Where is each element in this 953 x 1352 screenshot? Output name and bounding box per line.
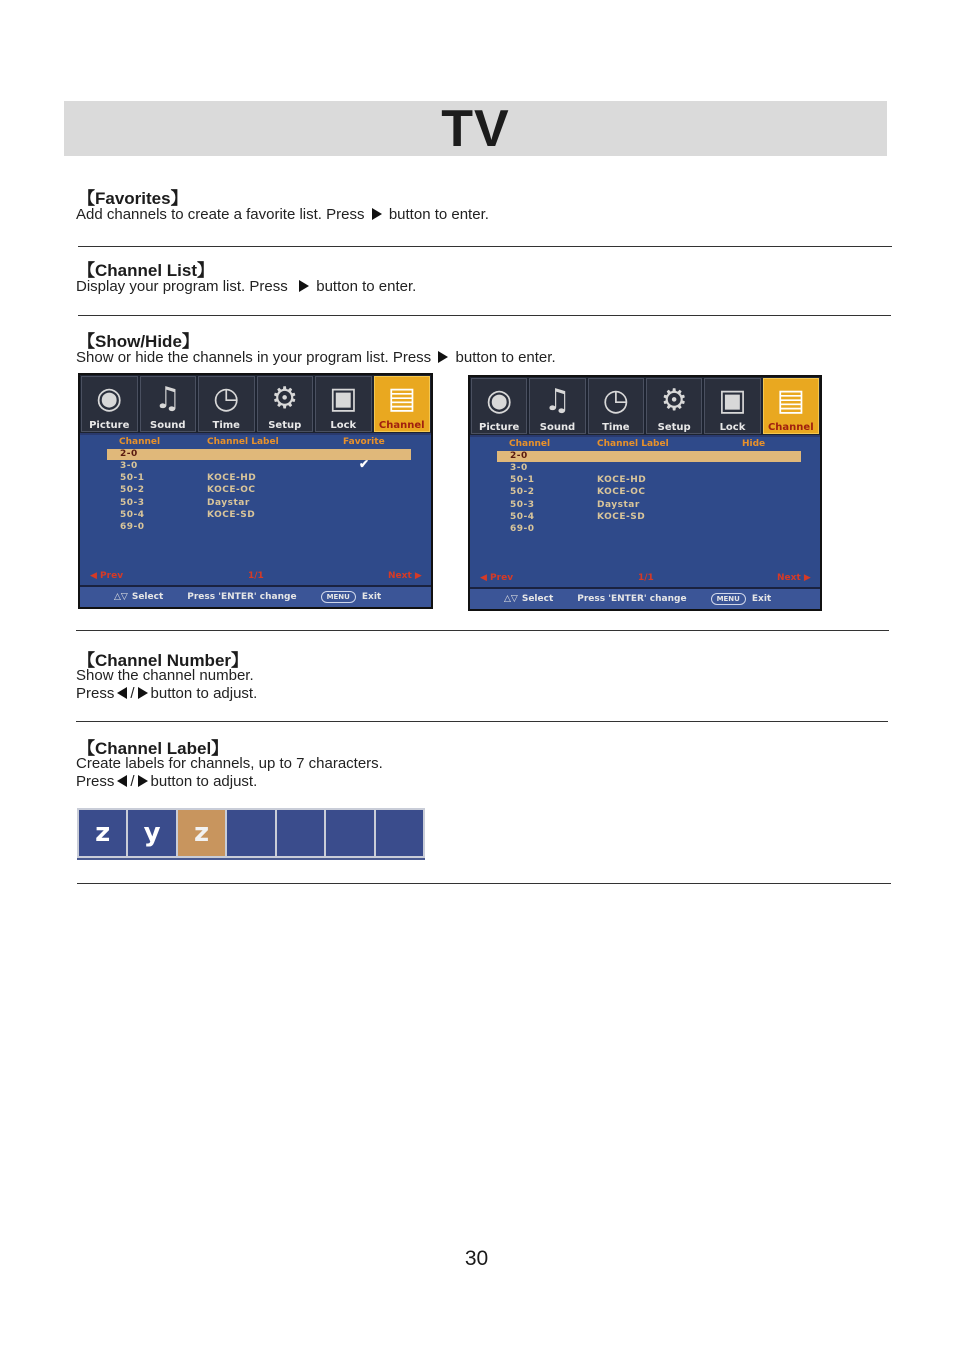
channel-number: 50-3 bbox=[120, 498, 145, 508]
right-arrow-icon bbox=[438, 351, 448, 363]
channel-number: 50-2 bbox=[120, 485, 145, 495]
slash-text: / bbox=[130, 685, 135, 702]
adjust-text: button to adjust. bbox=[150, 685, 258, 702]
right-arrow-icon bbox=[138, 775, 148, 787]
channel-panel bbox=[80, 435, 431, 585]
wrench-icon: ⚙ Setup bbox=[646, 378, 702, 434]
favorites-text bbox=[76, 206, 489, 224]
channel-label-line1: Create labels for channels, up to 7 characters. bbox=[76, 755, 383, 772]
right-arrow-icon bbox=[138, 687, 148, 699]
label-char-box-active: z bbox=[178, 810, 225, 856]
footer-exit: Exit bbox=[361, 592, 382, 602]
channel-number: 2-0 bbox=[120, 449, 138, 459]
footer-enter: Press 'ENTER' change bbox=[577, 594, 687, 604]
menu-icon-bar bbox=[470, 377, 820, 435]
channel-label: KOCE-OC bbox=[597, 487, 646, 497]
camera-icon: ◉ Picture bbox=[471, 378, 527, 434]
channel-label: Daystar bbox=[597, 500, 640, 510]
footer-exit: Exit bbox=[751, 594, 772, 604]
channel-number: 69-0 bbox=[510, 524, 535, 534]
up-down-icon: △▽ bbox=[114, 592, 128, 602]
menu-icon-bar bbox=[80, 375, 431, 433]
footer-enter: Press 'ENTER' change bbox=[187, 592, 297, 602]
right-arrow-icon bbox=[299, 280, 309, 292]
label-char-box bbox=[277, 810, 324, 856]
channel-label-heading: 【Channel Label】 bbox=[78, 739, 229, 758]
channel-number-line2 bbox=[76, 685, 257, 703]
label-char-box bbox=[376, 810, 423, 856]
channel-number: 3-0 bbox=[510, 463, 528, 473]
channel-label: KOCE-HD bbox=[597, 475, 647, 485]
check-icon: ✔ bbox=[359, 457, 370, 471]
channel-label-line2 bbox=[76, 773, 257, 791]
column-header-label: Channel Label bbox=[207, 437, 279, 447]
channel-number: 50-4 bbox=[510, 512, 535, 522]
channel-number-line1: Show the channel number. bbox=[76, 667, 254, 684]
next-page: Next ▶ bbox=[777, 573, 811, 583]
column-header-channel: Channel bbox=[509, 439, 551, 449]
channel-list-heading: 【Channel List】 bbox=[78, 261, 215, 280]
press-text: Press bbox=[76, 773, 115, 790]
channel-list-text bbox=[76, 278, 416, 296]
press-text: Press bbox=[76, 685, 115, 702]
show-hide-text-after: button to enter. bbox=[455, 349, 556, 366]
channel-number: 50-2 bbox=[510, 487, 535, 497]
menu-key-icon: MENU bbox=[321, 591, 356, 603]
next-page: Next ▶ bbox=[388, 571, 422, 581]
left-arrow-icon bbox=[117, 775, 127, 787]
label-char-box: y bbox=[128, 810, 175, 856]
channel-number: 50-1 bbox=[120, 473, 145, 483]
tv-menu-hide-screenshot bbox=[468, 375, 822, 611]
channel-label: KOCE-SD bbox=[207, 510, 256, 520]
channel-number: 3-0 bbox=[120, 461, 138, 471]
menu-footer bbox=[80, 585, 431, 607]
page-indicator: 1/1 bbox=[638, 573, 654, 583]
channel-label-editor bbox=[77, 808, 425, 860]
music-note-icon: ♫ Sound bbox=[140, 376, 197, 432]
tv-menu-favorite-screenshot bbox=[78, 373, 433, 609]
channel-number: 69-0 bbox=[120, 522, 145, 532]
title-bar bbox=[64, 101, 887, 156]
music-note-icon: ♫ Sound bbox=[529, 378, 585, 434]
column-header-channel: Channel bbox=[119, 437, 161, 447]
channel-list-text-after: button to enter. bbox=[316, 278, 417, 295]
menu-footer bbox=[470, 587, 820, 609]
satellite-dish-icon: ▤ Channel bbox=[374, 376, 431, 432]
page-indicator: 1/1 bbox=[248, 571, 264, 581]
satellite-dish-icon: ▤ Channel bbox=[763, 378, 819, 434]
label-char-box: z bbox=[79, 810, 126, 856]
divider bbox=[78, 315, 891, 316]
channel-label: KOCE-SD bbox=[597, 512, 646, 522]
slash-text: / bbox=[130, 773, 135, 790]
divider bbox=[76, 630, 889, 631]
up-down-icon: △▽ bbox=[504, 594, 518, 604]
label-char-box bbox=[227, 810, 274, 856]
show-hide-text bbox=[76, 349, 556, 367]
divider bbox=[77, 883, 891, 884]
channel-label: Daystar bbox=[207, 498, 250, 508]
page-title: TV bbox=[441, 99, 510, 158]
favorites-text-after: button to enter. bbox=[388, 206, 489, 223]
wrench-icon: ⚙ Setup bbox=[257, 376, 314, 432]
channel-number: 50-4 bbox=[120, 510, 145, 520]
clock-icon: ◷ Time bbox=[198, 376, 255, 432]
page-number: 30 bbox=[464, 1247, 489, 1270]
divider bbox=[76, 721, 888, 722]
footer-select: Select bbox=[521, 594, 554, 604]
adjust-text: button to adjust. bbox=[150, 773, 258, 790]
divider bbox=[78, 246, 892, 247]
right-arrow-icon bbox=[372, 208, 382, 220]
column-header-favorite: Favorite bbox=[343, 437, 385, 447]
channel-number: 2-0 bbox=[510, 451, 528, 461]
prev-page: ◀ Prev bbox=[90, 571, 124, 581]
column-header-hide: Hide bbox=[742, 439, 766, 449]
show-hide-heading: 【Show/Hide】 bbox=[78, 332, 199, 351]
padlock-icon: ▣ Lock bbox=[704, 378, 760, 434]
column-header-label: Channel Label bbox=[597, 439, 669, 449]
channel-number: 50-1 bbox=[510, 475, 535, 485]
selected-row-highlight bbox=[497, 451, 801, 462]
prev-page: ◀ Prev bbox=[480, 573, 514, 583]
clock-icon: ◷ Time bbox=[588, 378, 644, 434]
channel-list-text-before: Display your program list. Press bbox=[76, 278, 288, 295]
channel-number-heading: 【Channel Number】 bbox=[78, 651, 249, 670]
footer-select: Select bbox=[131, 592, 164, 602]
channel-label: KOCE-HD bbox=[207, 473, 257, 483]
padlock-icon: ▣ Lock bbox=[315, 376, 372, 432]
camera-icon: ◉ Picture bbox=[81, 376, 138, 432]
left-arrow-icon bbox=[117, 687, 127, 699]
favorites-heading: 【Favorites】 bbox=[78, 189, 188, 208]
menu-key-icon: MENU bbox=[711, 593, 746, 605]
show-hide-text-before: Show or hide the channels in your program list. Press bbox=[76, 349, 432, 366]
favorites-text-before: Add channels to create a favorite list. Press bbox=[76, 206, 365, 223]
channel-number: 50-3 bbox=[510, 500, 535, 510]
channel-label: KOCE-OC bbox=[207, 485, 256, 495]
channel-panel bbox=[470, 437, 820, 587]
label-char-box bbox=[326, 810, 373, 856]
